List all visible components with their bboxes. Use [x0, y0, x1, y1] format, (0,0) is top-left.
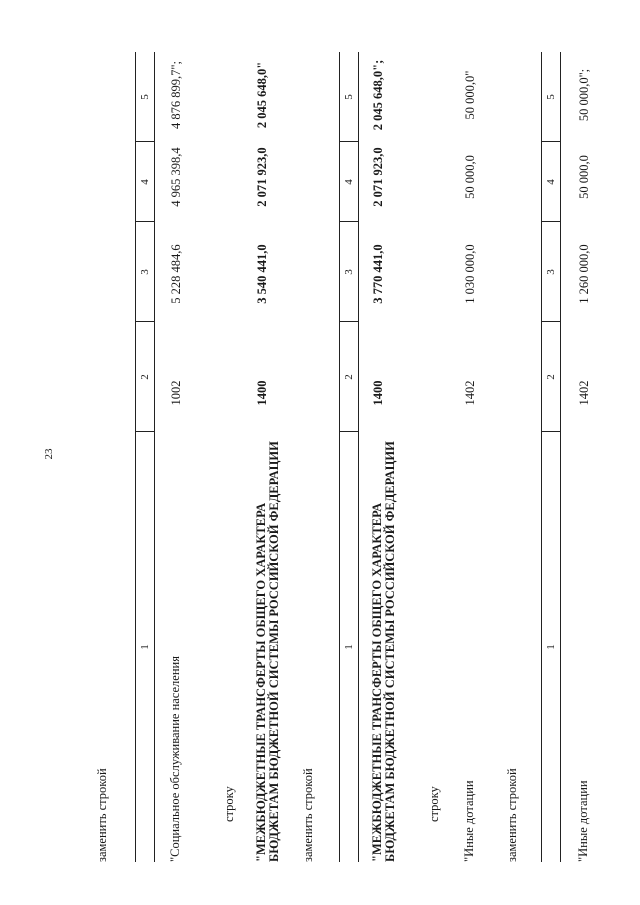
row-value: 50 000,0"; — [577, 68, 591, 122]
row-code: 1400 — [371, 380, 385, 406]
row-value: 3 540 441,0 — [255, 244, 269, 304]
column-header: 1 — [343, 644, 355, 650]
column-header: 3 — [545, 269, 557, 275]
row-value: 2 071 923,0 — [371, 147, 385, 207]
column-header: 4 — [545, 179, 557, 185]
row-name: "Социальное обслуживание населения — [168, 656, 182, 862]
instruction-text: строку — [222, 786, 236, 822]
column-header: 3 — [139, 269, 151, 275]
row-code: 1400 — [255, 380, 269, 406]
instruction-text: заменить строкой — [505, 768, 519, 862]
instruction-text: заменить строкой — [301, 768, 315, 862]
column-header: 4 — [139, 179, 151, 185]
column-header: 5 — [343, 94, 355, 100]
rotated-document-content — [95, 17, 635, 862]
row-value: 1 260 000,0 — [577, 244, 591, 304]
column-header: 3 — [343, 269, 355, 275]
column-header: 4 — [343, 179, 355, 185]
row-value: 5 228 484,6 — [169, 244, 183, 304]
column-header: 5 — [545, 94, 557, 100]
column-header: 5 — [139, 94, 151, 100]
column-header: 1 — [545, 644, 557, 650]
instruction-text: заменить строкой — [95, 768, 109, 862]
row-value: 1 030 000,0 — [463, 244, 477, 304]
row-value: 2 045 648,0" — [255, 61, 269, 129]
row-value: 50 000,0 — [463, 155, 477, 199]
row-name: "Иные дотации — [462, 780, 476, 862]
page-number: 23 — [43, 448, 55, 460]
row-value: 4 965 398,4 — [169, 147, 183, 207]
column-header: 2 — [545, 374, 557, 380]
column-header: 2 — [343, 374, 355, 380]
row-value: 2 071 923,0 — [255, 147, 269, 207]
row-code: 1002 — [169, 380, 183, 406]
row-value: 50 000,0" — [463, 70, 477, 120]
instruction-text: строку — [427, 786, 441, 822]
table-header-row — [339, 52, 359, 862]
row-code: 1402 — [463, 380, 477, 406]
row-value: 4 876 899,7"; — [169, 61, 183, 129]
row-value: 3 770 441,0 — [371, 244, 385, 304]
row-name: "МЕЖБЮДЖЕТНЫЕ ТРАНСФЕРТЫ ОБЩЕГО ХАРАКТЕРА БЮДЖЕТАМ БЮДЖЕТНОЙ СИСТЕМЫ РОССИЙСКОЙ ФЕДЕРАЦИИ — [254, 441, 281, 862]
row-name: "Иные дотации — [576, 780, 590, 862]
row-value: 2 045 648,0"; — [371, 59, 385, 131]
row-name: "МЕЖБЮДЖЕТНЫЕ ТРАНСФЕРТЫ ОБЩЕГО ХАРАКТЕРА БЮДЖЕТАМ БЮДЖЕТНОЙ СИСТЕМЫ РОССИЙСКОЙ ФЕДЕРАЦИИ — [370, 441, 397, 862]
table-header-row — [135, 52, 155, 862]
column-header: 2 — [139, 374, 151, 380]
row-code: 1402 — [577, 380, 591, 406]
table-header-row — [541, 52, 561, 862]
column-header: 1 — [139, 644, 151, 650]
row-value: 50 000,0 — [577, 155, 591, 199]
